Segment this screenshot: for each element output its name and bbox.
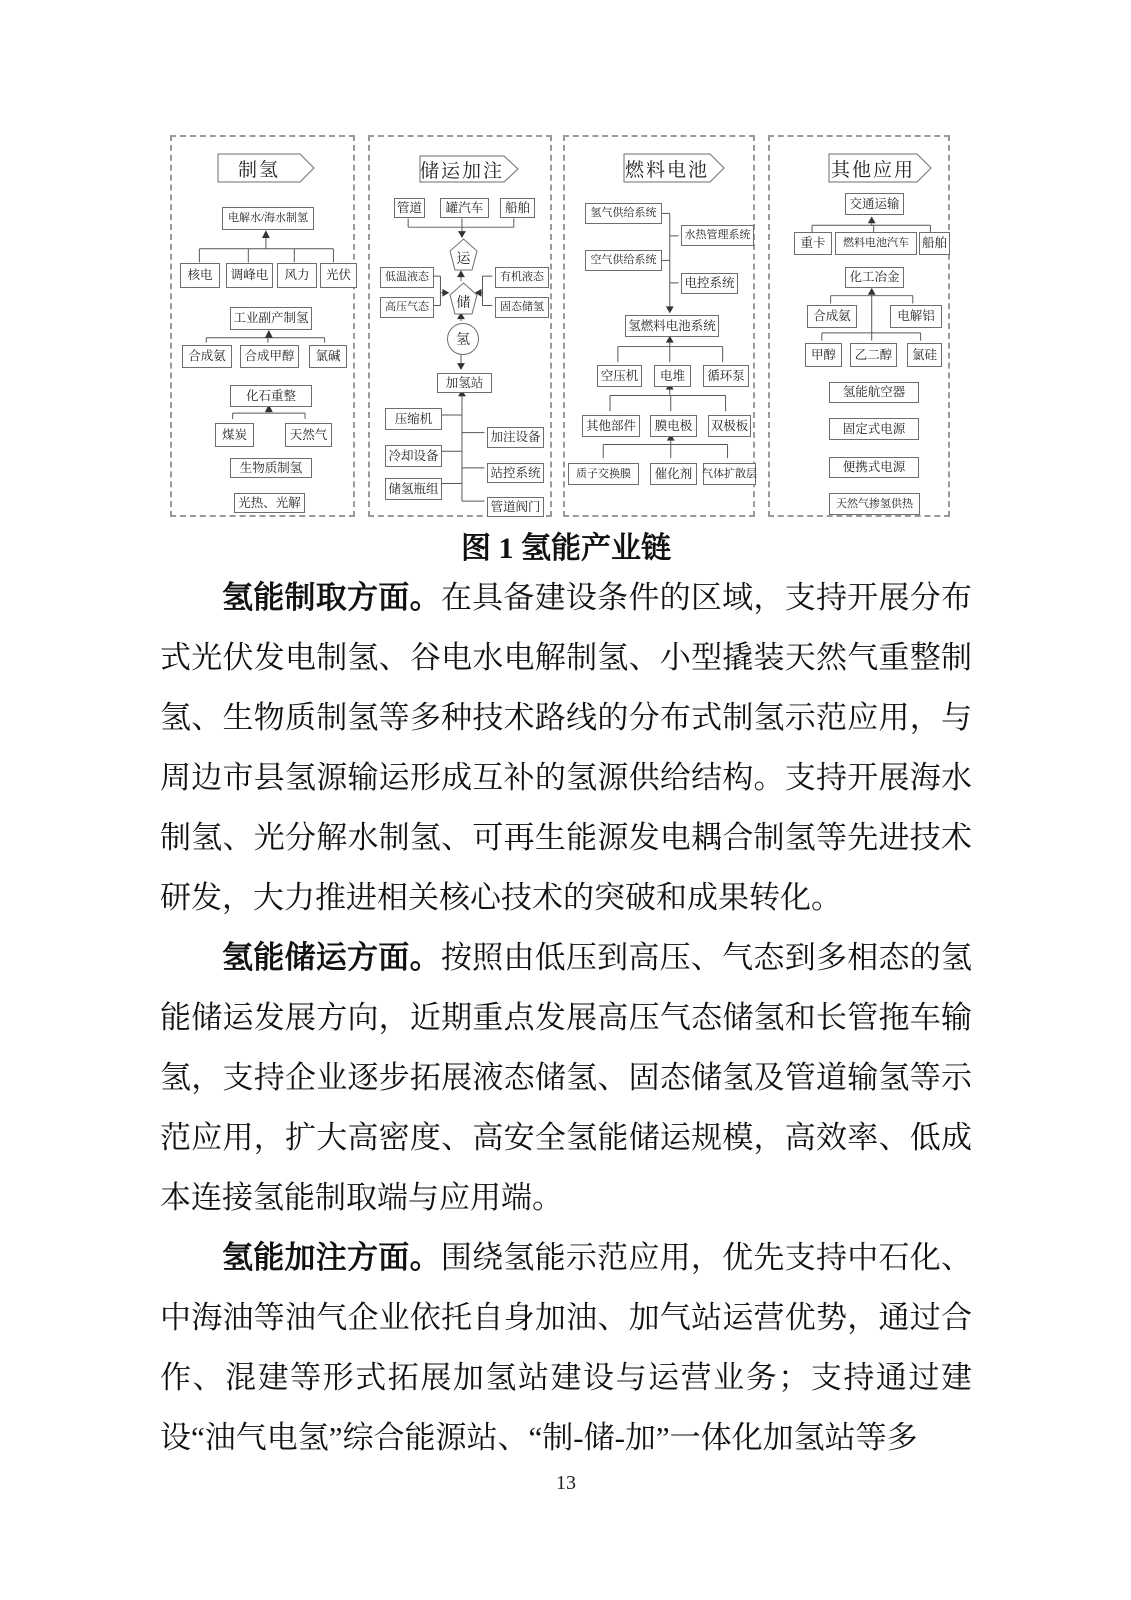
- node-box: 加注设备: [487, 427, 544, 448]
- node-box: 气体扩散层: [703, 463, 756, 485]
- body-text: [160, 568, 972, 1468]
- panel-title: 制氢: [237, 159, 280, 181]
- node-box: 工业副产制氢: [230, 307, 312, 330]
- node-box: 电堆: [654, 365, 691, 387]
- node-box: 合成甲醇: [240, 345, 299, 368]
- paragraph-production: [160, 568, 972, 928]
- node-box: 电解铝: [890, 305, 942, 328]
- node-box: 化工冶金: [845, 267, 904, 288]
- node-box: 管道: [394, 198, 425, 218]
- node-box: 循环泵: [703, 365, 749, 387]
- panel-header: [217, 153, 315, 183]
- panel-storage-transport-refueling: [368, 135, 552, 517]
- panel-title: 燃料电池: [624, 159, 709, 181]
- paragraph-lead: 氢能制取方面。: [222, 580, 441, 615]
- figure-caption: 图 1 氢能产业链: [461, 532, 671, 565]
- panel-header: [419, 155, 519, 183]
- pentagon-label: 储: [456, 295, 471, 311]
- node-box: 罐汽车: [440, 198, 489, 218]
- paragraph-storage: [160, 928, 972, 1228]
- node-box: 氢燃料电池系统: [625, 315, 719, 337]
- node-box: 管道阀门: [487, 497, 544, 517]
- node-box: 固定式电源: [829, 418, 919, 440]
- node-box: 燃料电池汽车: [835, 232, 917, 255]
- node-box: 储氢瓶组: [385, 478, 442, 500]
- page-number: 13: [556, 1472, 576, 1494]
- node-box: 其他部件: [582, 415, 640, 437]
- node-box: 水热管理系统: [681, 225, 754, 246]
- node-box: 催化剂: [650, 463, 697, 485]
- node-box: 电控系统: [681, 273, 738, 294]
- panel-header: [623, 153, 725, 183]
- circle-hydrogen: 氢: [447, 323, 479, 355]
- node-box: 交通运输: [845, 193, 904, 215]
- node-box: 空压机: [597, 365, 642, 387]
- paragraph-lead: 氢能储运方面。: [222, 940, 441, 975]
- node-box: 加氢站: [437, 373, 492, 393]
- node-box: 船舶: [500, 198, 535, 218]
- node-box: 站控系统: [487, 463, 544, 483]
- panel-other-applications: [768, 135, 950, 517]
- node-box: 乙二醇: [850, 343, 897, 367]
- node-box: 低温液态: [380, 267, 434, 288]
- node-box: 氯碱: [309, 345, 347, 368]
- node-box: 调峰电: [226, 263, 273, 288]
- node-box: 压缩机: [385, 408, 442, 430]
- node-box: 电解水/海水制氢: [222, 207, 314, 230]
- node-box: 化石重整: [230, 385, 312, 407]
- node-box: 甲醇: [805, 343, 842, 367]
- node-box: 船舶: [919, 232, 950, 255]
- node-box: 氢能航空器: [829, 382, 919, 403]
- paragraph-body: 按照由低压到高压、气态到多相态的氢能储运发展方向，近期重点发展高压气态储氢和长管拖车输氢，支持企业逐步拓展液态储氢、固态储氢及管道输氢等示范应用，扩大高密度、高安全氢能储运规模，高效率、低成本连接氢能制取端与应用端。: [160, 940, 973, 1215]
- paragraph-lead: 氢能加注方面。: [222, 1240, 441, 1275]
- panel-fuel-cell: [563, 135, 755, 517]
- node-box: 合成氨: [807, 305, 857, 328]
- node-box: 氢气供给系统: [585, 203, 662, 224]
- node-box: 天然气: [285, 423, 332, 447]
- node-box: 氯硅: [907, 343, 942, 367]
- panel-title: 其他应用: [830, 159, 915, 181]
- node-box: 重卡: [794, 232, 832, 255]
- node-box: 风力: [277, 263, 317, 288]
- node-box: 天然气掺氢供热: [829, 493, 920, 515]
- node-box: 核电: [180, 263, 220, 288]
- panel-title: 储运加注: [419, 160, 504, 182]
- pentagon-label: 运: [456, 251, 471, 267]
- node-box: 双极板: [708, 415, 751, 437]
- node-box: 煤炭: [215, 423, 254, 447]
- paragraph-body: 围绕氢能示范应用，优先支持中石化、中海油等油气企业依托自身加油、加气站运营优势，通过合作、混建等形式拓展加氢站建设与运营业务；支持通过建设“油气电氢”综合能源站、“制-储-加”一体化加氢站等多: [160, 1240, 973, 1455]
- node-box: 合成氨: [182, 345, 232, 368]
- node-box: 高压气态: [380, 297, 434, 318]
- node-box: 有机液态: [495, 267, 549, 288]
- node-box: 固态储氢: [495, 297, 549, 318]
- panel-hydrogen-production: [170, 135, 355, 517]
- node-box: 便携式电源: [829, 457, 919, 478]
- node-box: 光热、光解: [234, 493, 305, 513]
- pentagon-transport: [449, 238, 478, 271]
- node-box: 光伏: [320, 263, 357, 288]
- node-box: 膜电极: [650, 415, 697, 437]
- node-box: 冷却设备: [385, 445, 442, 467]
- paragraph-refueling: [160, 1228, 972, 1468]
- node-box: 空气供给系统: [585, 250, 662, 271]
- node-box: 生物质制氢: [230, 458, 312, 478]
- node-box: 质子交换膜: [568, 463, 639, 485]
- panel-header: [828, 153, 932, 183]
- pentagon-storage: [449, 282, 478, 315]
- paragraph-body: 在具备建设条件的区域，支持开展分布式光伏发电制氢、谷电水电解制氢、小型撬装天然气重整制氢、生物质制氢等多种技术路线的分布式制氢示范应用，与周边市县氢源输运形成互补的氢源供给结构。支持开展海水制氢、光分解水制氢、可再生能源发电耦合制氢等先进技术研发，大力推进相关核心技术的突破和成果转化。: [160, 580, 973, 915]
